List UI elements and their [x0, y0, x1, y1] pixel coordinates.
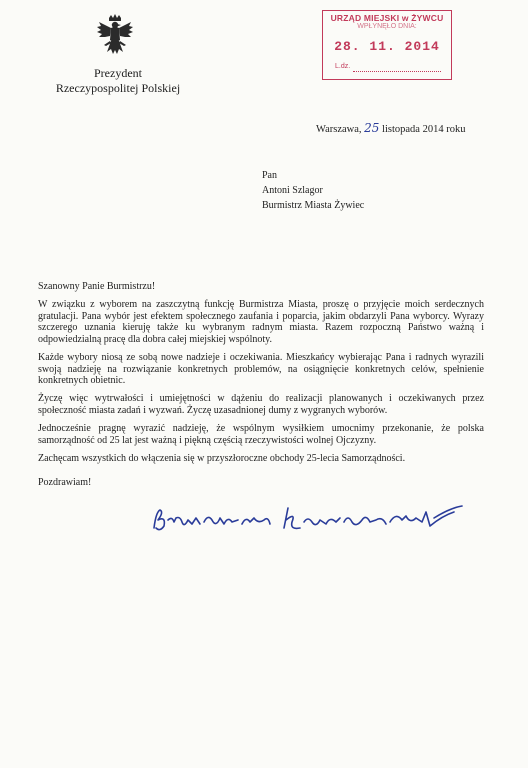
- salutation: Szanowny Panie Burmistrzu!: [38, 281, 156, 292]
- stamp-reference-prefix: L.dz.: [335, 63, 351, 70]
- stamp-date: 28. 11. 2014: [334, 39, 440, 54]
- letterhead-line1: Prezydent: [94, 66, 142, 80]
- paragraph: Życzę więc wytrwałości i umiejętności w dążeniu do realizacji planowanych i oczekiwanych przez społeczność miasta zadań i wyzwań. Życzę uzasadnionej dumy z wygranych wyborów.: [38, 393, 484, 416]
- dateline-city: Warszawa,: [316, 124, 362, 135]
- dateline-month-year: listopada 2014 roku: [382, 124, 466, 135]
- letter-body: [38, 299, 484, 471]
- recipient-position: Burmistrz Miasta Żywiec: [262, 200, 365, 211]
- eagle-emblem-icon: [96, 14, 134, 60]
- recipient-name: Antoni Szlagor: [262, 185, 323, 196]
- stamp-organization: URZĄD MIEJSKI w ŻYWCU: [330, 13, 444, 23]
- dateline-day: 25: [364, 121, 380, 135]
- paragraph: Zachęcam wszystkich do włączenia się w przyszłoroczne obchody 25-lecia Samorządności.: [38, 452, 406, 464]
- recipient-title: Pan: [262, 170, 277, 181]
- received-stamp: [322, 10, 452, 80]
- closing: Pozdrawiam!: [38, 477, 92, 488]
- paragraph: W związku z wyborem na zaszczytną funkcję Burmistrza Miasta, proszę o przyjęcie moich serdecznych gratulacji. Pana wybór jest efektem społecznego zaufania i poparcia, jakim obdarzyli Pana wyborcy. Wyrazy szczerego uznania kieruję także ku wybranym radnym miasta. Razem rozpoczną Państwo ważną i odpowiedzialną pracę dla dobra całej miejskiej wspólnoty.: [38, 299, 484, 345]
- paragraph: Jednocześnie pragnę wyrazić nadzieję, że wspólnym wysiłkiem umocnimy przekonanie, że polska samorządność od 25 lat jest ważną i piękną częścią rzeczywistości wolnej Ojczyzny.: [38, 423, 484, 446]
- handwritten-signature: [150, 498, 470, 544]
- letterhead: [38, 66, 198, 96]
- dateline: [316, 121, 465, 135]
- paragraph: Każde wybory niosą ze sobą nowe nadzieje i oczekiwania. Mieszkańcy wybierając Pana i radnych wyrazili swoją nadzieję na rozwiązanie konkretnych problemów, na osiągnięcie konkretnych celów, spełnienie konkretnych obietnic.: [38, 351, 484, 387]
- recipient-block: [262, 168, 364, 213]
- stamp-label: WPŁYNĘŁO DNIA:: [357, 23, 417, 30]
- letterhead-line2: Rzeczypospolitej Polskiej: [55, 81, 181, 95]
- stamp-reference-line: [353, 71, 441, 72]
